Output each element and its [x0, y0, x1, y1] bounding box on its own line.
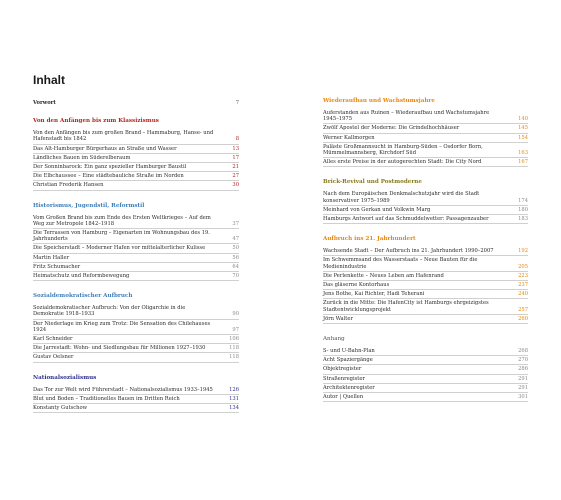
toc-entry-title: Zwölf Apostel der Moderne: Die Grindelhochhäuser	[323, 125, 460, 132]
toc-page-number: 268	[518, 348, 528, 355]
toc-entry-title: Das Alt-Hamburger Bürgerhaus an Straße und Wasser	[33, 145, 177, 152]
toc-page-number: 180	[518, 206, 528, 213]
toc-section	[323, 236, 528, 324]
toc-entry-title: Jens Bothe, Kai Richter, Hadi Teherani	[323, 291, 425, 298]
toc-entry[interactable]	[33, 154, 239, 163]
toc-page-number: 17	[232, 154, 239, 161]
toc-page-number: 163	[518, 150, 528, 157]
toc-page-number: 37	[232, 220, 239, 227]
toc-entry[interactable]	[33, 353, 239, 362]
toc-page-number: 174	[518, 197, 528, 204]
toc-entry-title: Der Niederlage im Krieg zum Trotz: Die Sensation des Chilehauses 1924	[33, 320, 211, 333]
toc-entry[interactable]	[323, 158, 528, 167]
section-heading: Aufbruch ins 21. Jahrhundert	[323, 236, 416, 243]
page-title: Inhalt	[33, 73, 65, 87]
toc-right-column	[323, 98, 528, 414]
toc-page-number: 192	[518, 248, 528, 255]
toc-entry-title: Karl Schneider	[33, 336, 73, 343]
toc-entry[interactable]	[323, 124, 528, 133]
toc-page-number: 13	[232, 145, 239, 152]
toc-entry[interactable]	[323, 134, 528, 143]
toc-page-number: 237	[518, 282, 528, 289]
toc-page-number: 118	[229, 354, 239, 361]
toc-entry[interactable]	[323, 384, 528, 393]
toc-entry-title: Acht Spaziergänge	[323, 357, 373, 364]
toc-page-number: 134	[229, 405, 239, 412]
toc-entry[interactable]	[323, 356, 528, 365]
toc-entry-title: Alles erste Preise in der autogerechten Stadt: Die City Nord	[323, 159, 482, 166]
toc-page-number: 291	[518, 375, 528, 382]
toc-page-number: 131	[229, 395, 239, 402]
toc-entry[interactable]	[323, 393, 528, 402]
toc-entry[interactable]	[33, 163, 239, 172]
toc-entry[interactable]	[33, 181, 239, 190]
toc-entry-title: Die Elbchaussee – Eine städtebauliche Straße im Norden	[33, 173, 184, 180]
toc-page-number: 21	[232, 164, 239, 171]
toc-entry[interactable]	[33, 244, 239, 253]
toc-entry-title: Blut und Boden – Traditionelles Bauen im Dritten Reich	[33, 395, 180, 402]
toc-entry-title: Autor | Quellen	[323, 394, 364, 401]
toc-entry[interactable]	[323, 347, 528, 356]
toc-entry[interactable]	[323, 290, 528, 299]
toc-entry[interactable]	[323, 247, 528, 256]
toc-entry[interactable]	[33, 344, 239, 353]
toc-page-number: 257	[518, 306, 528, 313]
toc-entry-title: Straßenregister	[323, 375, 365, 382]
toc-page-number: 223	[518, 272, 528, 279]
section-heading: Historismus, Jugendstil, Reformstil	[33, 202, 145, 209]
section-heading: Nationalsozialismus	[33, 374, 97, 381]
toc-section	[33, 118, 239, 190]
toc-page-number: 97	[232, 326, 239, 333]
toc-entry-title: Ländliches Bauen im Süderelberaum	[33, 154, 131, 161]
toc-section	[33, 100, 239, 106]
toc-entry-title: Konstanty Gutschow	[33, 405, 88, 412]
toc-entry-title: S- und U-Bahn-Plan	[323, 348, 375, 355]
toc-page-number: 27	[232, 173, 239, 180]
toc-page-number: 47	[232, 236, 239, 243]
toc-entry[interactable]	[323, 315, 528, 324]
toc-page-number: 50	[232, 245, 239, 252]
toc-entry-title: Im Schwemmsand des Wasserstaats – Neue Bauten für die Medienindustrie	[323, 257, 478, 270]
toc-entry-title: Jörn Walter	[323, 315, 353, 322]
toc-section	[323, 98, 528, 167]
toc-page-number: 167	[518, 159, 528, 166]
toc-entry[interactable]	[323, 299, 528, 314]
toc-entry-title: Sozialdemokratischer Aufbruch: Von der Oligarchie in die Demokratie 1918–1933	[33, 305, 186, 318]
toc-entry[interactable]	[33, 129, 239, 144]
toc-entry[interactable]	[323, 206, 528, 215]
section-heading: Anhang	[323, 336, 345, 343]
toc-entry[interactable]	[33, 100, 239, 106]
toc-page-number: 260	[518, 315, 528, 322]
toc-entry[interactable]	[33, 386, 239, 395]
toc-entry-title: Architektenregister	[323, 384, 375, 391]
toc-entry-title: Hamburgs Antwort auf das Schmuddelwetter: Passagenzauber	[323, 216, 489, 223]
toc-page-number: 183	[518, 216, 528, 223]
toc-entry[interactable]	[33, 263, 239, 272]
toc-page-number: 240	[518, 291, 528, 298]
toc-page-number: 270	[518, 357, 528, 364]
toc-entry[interactable]	[33, 404, 239, 413]
section-heading: Wiederaufbau und Wachstumsjahre	[323, 98, 435, 104]
toc-entry[interactable]	[33, 229, 239, 244]
toc-entry-title: Vorwort	[33, 100, 56, 106]
toc-section	[33, 203, 239, 282]
toc-entry-title: Martin Haller	[33, 254, 70, 261]
toc-page-number: 145	[518, 125, 528, 132]
toc-entry[interactable]	[323, 365, 528, 374]
section-heading: Von den Anfängen bis zum Klassizismus	[33, 118, 159, 125]
toc-page-number: 126	[229, 386, 239, 393]
toc-section	[323, 336, 528, 402]
toc-entry-title: Gustav Oelsner	[33, 354, 74, 361]
toc-entry-title: Die Jarrestadt: Wohn- und Siedlungsbau für Millionen 1927–1930	[33, 345, 206, 352]
toc-entry-title: Vom Großen Brand bis zum Ende des Ersten Weltkrieges – Auf dem Weg zur Metropole 1842–1918	[33, 214, 211, 227]
toc-page-number: 30	[232, 182, 239, 189]
toc-page-number: 64	[232, 263, 239, 270]
toc-entry-title: Die Perlenkette – Neues Leben am Hafenrand	[323, 272, 444, 279]
toc-section	[33, 293, 239, 362]
toc-entry-title: Christian Frederik Hansen	[33, 182, 104, 189]
toc-entry[interactable]	[323, 215, 528, 224]
toc-entry-title: Das gläserne Kontorhaus	[323, 282, 390, 289]
toc-entry-title: Meinhard von Gerkan und Volkwin Marg	[323, 206, 431, 213]
toc-entry-title: Objektregister	[323, 366, 362, 373]
toc-entry[interactable]	[323, 375, 528, 384]
toc-entry-title: Nach dem Europäischen Denkmalschutzjahr wird die Stadt konservativer 1975–1989	[323, 191, 480, 204]
toc-section	[33, 375, 239, 414]
toc-entry[interactable]	[323, 272, 528, 281]
toc-entry-title: Wachsende Stadt – Der Aufbruch ins 21. Jahrhundert 1990–2007	[323, 248, 494, 255]
toc-entry[interactable]	[33, 254, 239, 263]
toc-page-number: 56	[232, 254, 239, 261]
section-heading: Brick-Revival und Postmoderne	[323, 179, 422, 186]
toc-page-number: 118	[229, 345, 239, 352]
toc-entry-title: Auferstanden aus Ruinen – Wiederaufbau und Wachstumsjahre 1945–1975	[323, 110, 490, 123]
toc-entry[interactable]	[323, 190, 528, 205]
toc-entry-title: Von den Anfängen bis zum großen Brand – Hammaburg, Hanse- und Hafenstadt bis 1842	[33, 130, 214, 143]
toc-entry-title: Werner Kallmorgen	[323, 134, 375, 141]
toc-entry[interactable]	[33, 304, 239, 319]
toc-page-number: 70	[232, 273, 239, 280]
toc-entry[interactable]	[33, 395, 239, 404]
toc-entry[interactable]	[323, 109, 528, 124]
toc-page-number: 291	[518, 384, 528, 391]
toc-page-number: 8	[235, 136, 239, 143]
toc-entry-title: Die Terrassen von Hamburg – Eigenarten im Wohnungsbau des 19. Jahrhunderts	[33, 230, 210, 243]
toc-entry[interactable]	[33, 320, 239, 335]
toc-entry-title: Der Sonninbarock: Ein ganz spezieller Hamburger Baustil	[33, 164, 187, 171]
toc-page-number: 90	[232, 311, 239, 318]
toc-page-number: 154	[518, 134, 528, 141]
toc-entry[interactable]	[323, 281, 528, 290]
toc-left-column	[33, 100, 239, 425]
toc-entry-title: Zurück in die Mitte: Die HafenCity ist Hamburgs ehrgeizigstes Stadtentwicklungsprojekt	[323, 300, 489, 313]
toc-entry-title: Das Tor zur Welt wird Führerstadt – Nationalsozialismus 1933–1945	[33, 386, 213, 393]
toc-entry[interactable]	[323, 256, 528, 271]
toc-entry[interactable]	[33, 335, 239, 344]
toc-page-number: 106	[229, 336, 239, 343]
toc-entry[interactable]	[323, 143, 528, 158]
toc-entry-title: Heimatschutz und Reformbewegung	[33, 273, 130, 280]
toc-page-number: 286	[518, 366, 528, 373]
toc-section	[323, 179, 528, 224]
toc-page-number: 301	[518, 394, 528, 401]
toc-entry[interactable]	[33, 272, 239, 281]
toc-entry-title: Fritz Schumacher	[33, 263, 81, 270]
toc-entry[interactable]	[33, 214, 239, 229]
toc-entry-title: Die Speicherstadt – Moderner Hafen vor mittelalterlicher Kulisse	[33, 245, 206, 252]
section-heading: Sozialdemokratischer Aufbruch	[33, 293, 133, 300]
toc-entry-title: Paläste Großmannsucht in Hamburg-Süden – Osdorfer Born, Mümmelmannsberg, Kirchdorf Süd	[323, 143, 483, 157]
toc-page-number: 140	[518, 116, 528, 123]
toc-entry[interactable]	[33, 145, 239, 154]
toc-entry[interactable]	[33, 172, 239, 181]
toc-page-number: 7	[235, 100, 239, 106]
toc-page-number: 205	[518, 263, 528, 270]
